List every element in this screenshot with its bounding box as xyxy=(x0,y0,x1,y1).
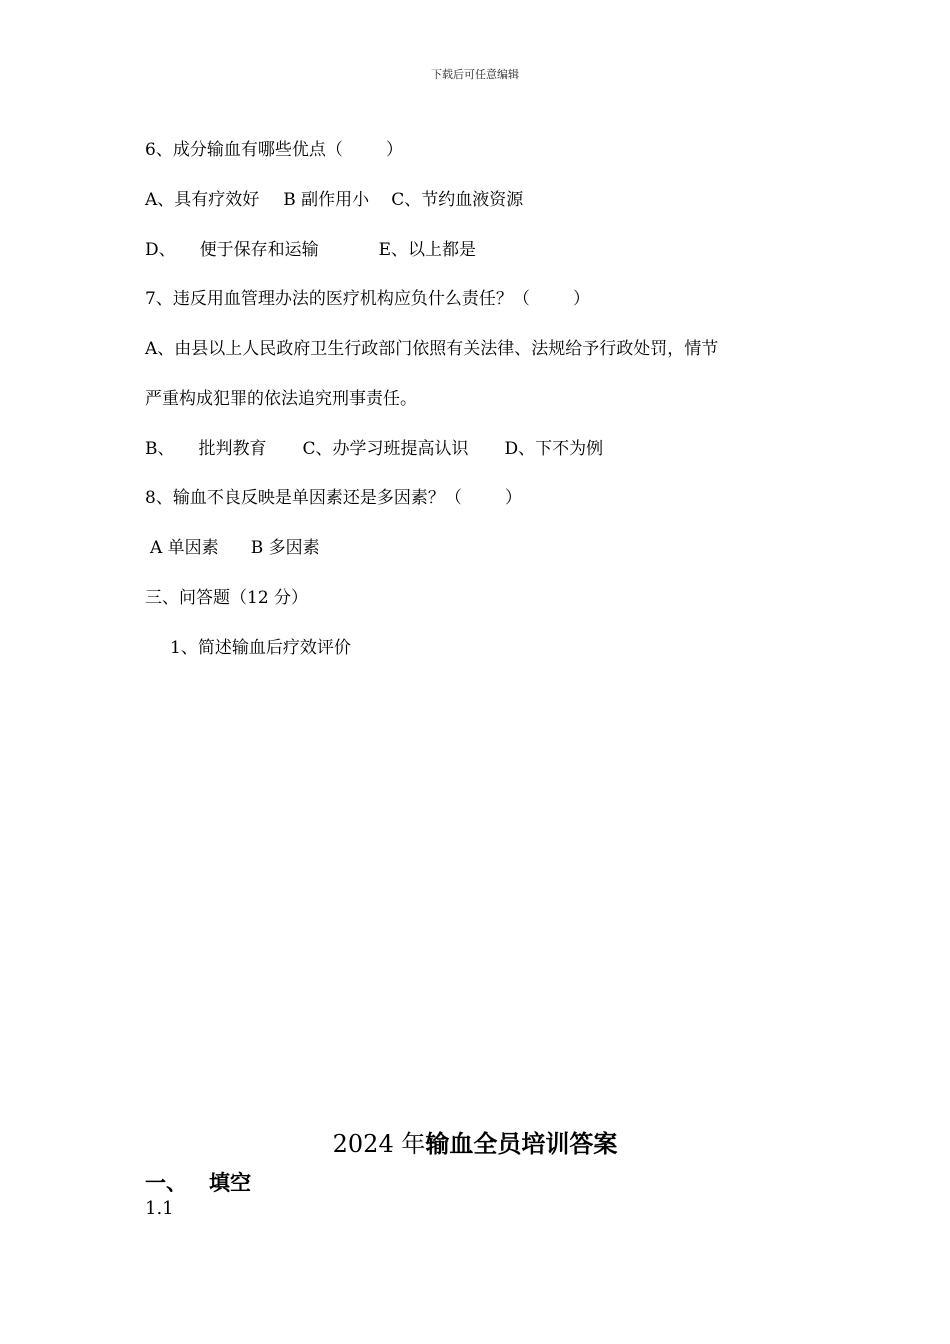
answers-title xyxy=(0,1127,950,1161)
section-3-heading: 三、问答题（12 分） xyxy=(145,588,309,608)
q6-option-d-prefix: D、 xyxy=(145,240,176,260)
question-8-options-row xyxy=(150,536,320,560)
answers-section-1-heading xyxy=(145,1168,251,1198)
q7-option-b-prefix: B、 xyxy=(145,439,175,459)
q6-option-b: B 副作用小 xyxy=(283,190,370,210)
q6-option-d: 便于保存和运输 xyxy=(199,240,319,260)
answers-first-item: 1.1 xyxy=(145,1198,174,1219)
q7-option-a-line1: A、由县以上人民政府卫生行政部门依照有关法律、法规给予行政处罚，情节 xyxy=(145,339,719,359)
answers-section-1-label: 填空 xyxy=(209,1170,251,1195)
answers-title-year: 2024 年 xyxy=(332,1130,426,1158)
q8-option-a: A 单因素 xyxy=(150,538,219,558)
q7-option-d: D、下不为例 xyxy=(504,439,604,459)
q7-option-a-line2: 严重构成犯罪的依法追究刑事责任。 xyxy=(145,389,417,409)
q6-option-a: A、具有疗效好 xyxy=(145,190,260,210)
question-6-options-row2 xyxy=(145,238,476,262)
question-7-options-row xyxy=(145,437,603,461)
section-3-question-1: 1、简述输血后疗效评价 xyxy=(170,638,351,658)
answers-title-text: 输血全员培训答案 xyxy=(425,1129,618,1158)
q7-option-b: 批判教育 xyxy=(198,439,267,459)
q6-option-e: E、以上都是 xyxy=(378,240,477,260)
q6-option-c: C、节约血液资源 xyxy=(391,190,524,210)
question-7-stem: 7、违反用血管理办法的医疗机构应负什么责任？（ ） xyxy=(145,289,591,309)
question-8-stem: 8、输血不良反映是单因素还是多因素？（ ） xyxy=(145,488,523,508)
question-6-stem: 6、成分输血有哪些优点（ ） xyxy=(145,140,404,160)
header-note: 下载后可任意编辑 xyxy=(431,68,519,81)
q8-option-b: B 多因素 xyxy=(250,538,320,558)
question-6-options-row1 xyxy=(145,188,523,212)
answers-section-1-number: 一、 xyxy=(145,1170,187,1195)
q7-option-c: C、办学习班提高认识 xyxy=(302,439,469,459)
